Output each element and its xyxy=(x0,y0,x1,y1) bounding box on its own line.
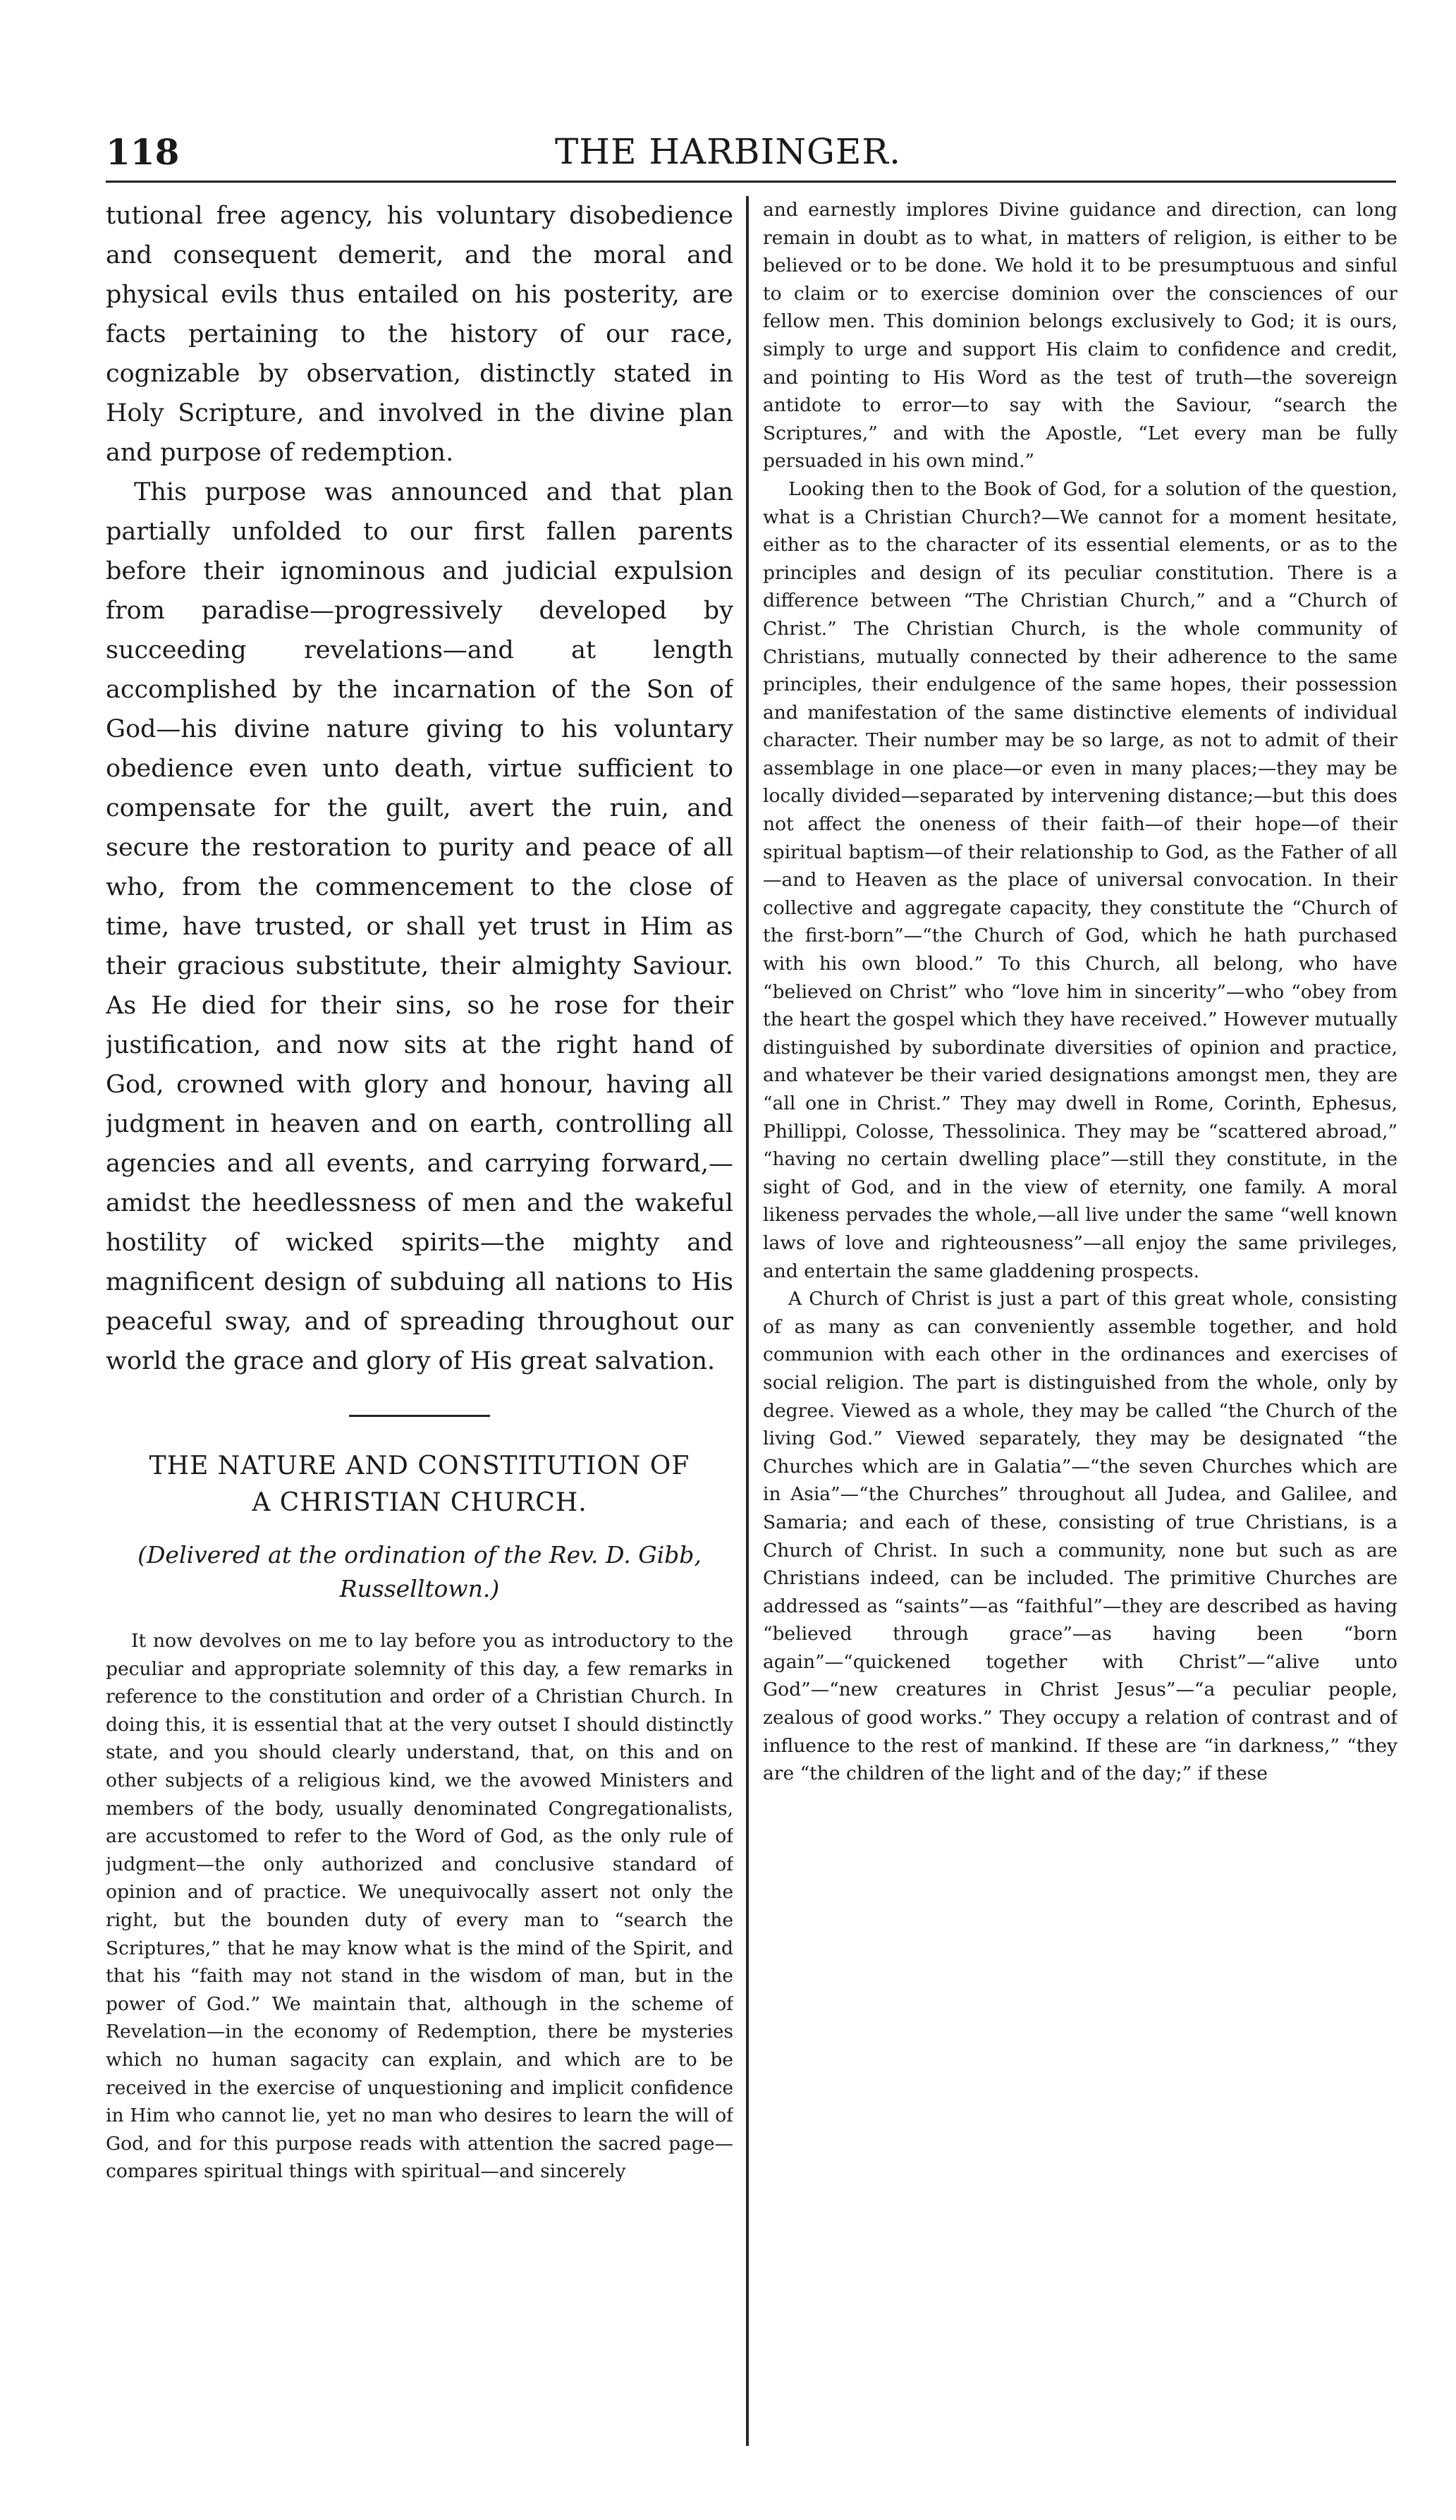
delivered-note-line: Russelltown.) xyxy=(339,1575,500,1602)
body-text-small xyxy=(106,1627,733,2186)
paragraph: This purpose was announced and that plan partially unfolded to our first fallen parents before their ignominous and judicial expulsion from paradise—progressively developed by succeeding revelations—and at length accomplished by the incarnation of the Son of God—his divine nature giving to his voluntary obedience even unto death, virtue sufficient to compensate for the guilt, avert the ruin, and secure the restoration to purity and peace of all who, from the commencement to the close of time, have trusted, or shall yet trust in Him as their gracious substitute, their almighty Saviour. As He died for their sins, so he rose for their justification, and now sits at the right hand of God, crowned with glory and honour, having all judgment in heaven and on earth, controlling all agencies and all events, and carrying forward,—amidst the heedlessness of men and the wakeful hostility of wicked spirits—the mighty and magnificent design of subduing all nations to His peaceful sway, and of spreading throughout our world the grace and glory of His great salvation. xyxy=(106,478,733,1375)
page-number: 118 xyxy=(106,131,180,173)
section-divider xyxy=(349,1415,490,1417)
delivered-note xyxy=(106,1538,733,1606)
column-divider xyxy=(746,196,749,2446)
paragraph: and earnestly implores Divine guidance and direction, can long remain in doubt as to what, in matters of religion, is either to be believed or to be done. We hold it to be presumptuous and sinful to claim or to exercise dominion over the consciences of our fellow men. This dominion belongs exclusively to God; it is ours, simply to urge and support His claim to confidence and credit, and pointing to His Word as the test of truth—the sovereign antidote to error—to say with the Saviour, “search the Scriptures,” and with the Apostle, “Let every man be fully persuaded in his own mind.” xyxy=(763,199,1397,473)
running-title: THE HARBINGER. xyxy=(555,131,901,172)
article-title xyxy=(106,1448,733,1521)
paragraph: It now devolves on me to lay before you as introductory to the peculiar and appropriate solemnity of this day, a few remarks in reference to the constitution and order of a Christian Church. In doing this, it is essential that at the very outset I should distinctly state, and you should clearly understand, that, on this and on other subjects of a religious kind, we the avowed Ministers and members of the body, usually denominated Congregationalists, are accustomed to refer to the Word of God, as the only rule of judgment—the only authorized and conclusive standard of opinion and of practice. We unequivocally assert not only the right, but the bounden duty of every man to “search the Scriptures,” that he may know what is the mind of the Spirit, and that his “faith may not stand in the wisdom of man, but in the power of God.” We maintain that, although in the scheme of Revelation—in the economy of Redemption, there be mysteries which no human sagacity can explain, and which are to be received in the exercise of unquestioning and implicit confidence in Him who cannot lie, yet no man who desires to learn the will of God, and for this purpose reads with attention the sacred page—compares spiritual things with spiritual—and sincerely xyxy=(106,1630,733,2183)
delivered-note-line: (Delivered at the ordination of the Rev. D. Gibb, xyxy=(137,1541,702,1569)
body-text-small xyxy=(763,196,1397,1788)
body-text-large xyxy=(106,196,733,1381)
right-column xyxy=(763,196,1397,2467)
left-column xyxy=(106,196,733,2467)
header-rule xyxy=(106,181,1396,183)
paragraph: Looking then to the Book of God, for a solution of the question, what is a Christian Church?—We cannot for a moment hesitate, either as to the character of its essential elements, or as to the principles and design of its peculiar constitution. There is a difference between “The Christian Church,” and a “Church of Christ.” The Christian Church, is the whole community of Christians, mutually connected by their adherence to the same principles, their endulgence of the same hopes, their possession and manifestation of the same distinctive elements of individual character. Their number may be so large, as not to admit of their assemblage in one place—or even in many places;—they may be locally divided—separated by intervening distance;—but this does not affect the oneness of their faith—of their hope—of their spiritual baptism—of their relationship to God, as the Father of all—and to Heaven as the place of universal convocation. In their collective and aggregate capacity, they constitute the “Church of the first-born”—“the Church of God, which he hath purchased with his own blood.” To this Church, all belong, who have “believed on Christ” who “love him in sincerity”—who “obey from the heart the gospel which they have received.” However mutually distinguished by subordinate diversities of opinion and practice, and whatever be their varied designations amongst men, they are “all one in Christ.” They may dwell in Rome, Corinth, Ephesus, Phillippi, Colosse, Thessolinica. They may be “scattered abroad,” “having no certain dwelling place”—still they constitute, in the sight of God, and in the view of eternity, one family. A moral likeness pervades the whole,—all live under the same “well known laws of love and righteousness”—all enjoy the same privileges, and entertain the same gladdening prospects. xyxy=(763,477,1397,1282)
article-title-line: THE NATURE AND CONSTITUTION OF xyxy=(149,1451,690,1480)
paragraph: A Church of Christ is just a part of this great whole, consisting of as many as can conveniently assemble together, and hold communion with each other in the ordinances and exercises of social religion. The part is distinguished from the whole, only by degree. Viewed as a whole, they may be called “the Church of the living God.” Viewed separately, they may be designated “the Churches which are in Galatia”—“the seven Churches which are in Asia”—“the Churches” throughout all Judea, and Galilee, and Samaria; and each of these, consisting of true Christians, is a Church of Christ. In such a community, none but such as are Christians indeed, can be included. The primitive Churches are addressed as “saints”—as “faithful”—they are described as having “believed through grace”—as having been “born again”—“quickened together with Christ”—“alive unto God”—“new creatures in Christ Jesus”—“a peculiar people, zealous of good works.” They occupy a relation of contrast and of influence to the rest of mankind. If these are “in darkness,” “they are “the children of the light and of the day;” if these xyxy=(763,1288,1397,1785)
article-title-line: A CHRISTIAN CHURCH. xyxy=(252,1488,587,1517)
paragraph: tutional free agency, his voluntary disobedience and consequent demerit, and the moral and physical evils thus entailed on his posterity, are facts pertaining to the history of our race, cognizable by observation, distinctly stated in Holy Scripture, and involved in the divine plan and purpose of redemption. xyxy=(106,202,733,467)
